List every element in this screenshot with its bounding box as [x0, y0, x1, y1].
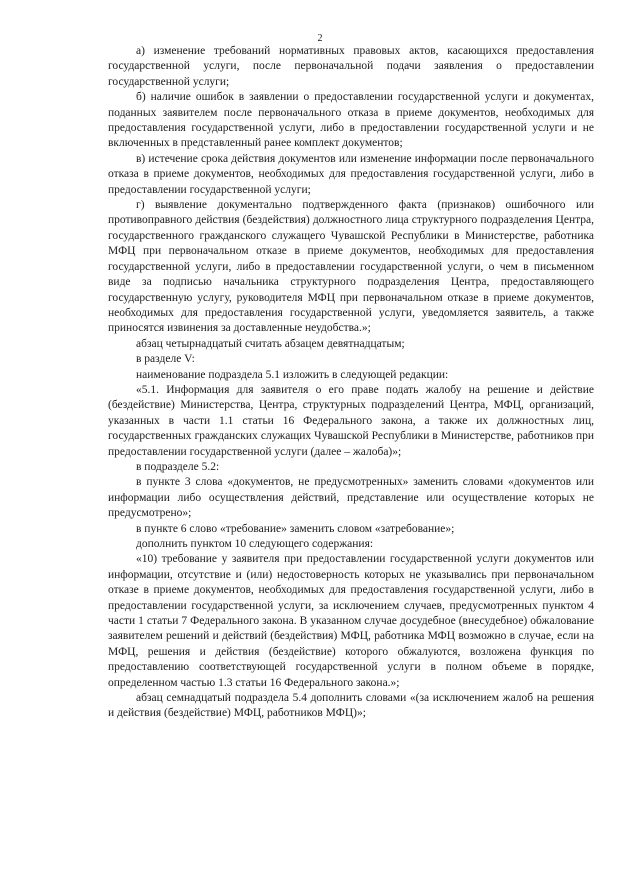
paragraph-renumber: абзац четырнадцатый считать абзацем девятнадцатым; — [136, 337, 405, 350]
paragraph-subsection-5-1-text: «5.1. Информация для заявителя о его праве подать жалобу на решение и действие (бездействие) Министерства, Центра, структурных подразделений Центра, МФЦ, организаций, указанных в части 1.1 статьи 16 Федерального закона, а также их должностных лиц, государственных гражданских служащих Чувашской Республики в Министерстве, работников при предоставлении государственной услуги (далее – жалоба)»; — [108, 383, 594, 458]
paragraph-item-a: а) изменение требований нормативных правовых актов, касающихся предоставления государственной услуги, после первоначальной подачи заявления о предоставлении государственной услуги; — [108, 45, 594, 88]
paragraph-add-point-10: дополнить пунктом 10 следующего содержания: — [136, 538, 374, 550]
page-number: 2 — [317, 33, 323, 44]
paragraph-point-6: в пункте 6 слово «требование» заменить словом «затребование»; — [136, 522, 455, 535]
paragraph-section-v: в разделе V: — [136, 353, 195, 366]
document-body — [108, 44, 594, 722]
paragraph-item-v: в) истечение срока действия документов или изменение информации после первоначального отказа в приеме документов, необходимых для предоставления государственной услуги, либо в предоставлении государственной услуги; — [108, 152, 594, 196]
paragraph-point-3: в пункте 3 слова «документов, не предусмотренных» заменить словами «документов или информации либо осуществления действий, представление или осуществление которых не предусмотрено»; — [108, 476, 594, 520]
paragraph-subsection-5-4: абзац семнадцатый подраздела 5.4 дополнить словами «(за исключением жалоб на решения и действия (бездействие) МФЦ, работников МФЦ)»; — [108, 692, 594, 720]
paragraph-subsection-5-1-title: наименование подраздела 5.1 изложить в следующей редакции: — [136, 368, 449, 381]
paragraph-item-g: г) выявление документально подтвержденного факта (признаков) ошибочного или противоправного действия (бездействия) должностного лица структурного подразделения Центра, государственного гражданского служащего Чувашской Республики в Министерстве, работника МФЦ при первоначальном отказе в приеме документов, необходимых для предоставления государственной услуги, либо в предоставлении государственной услуги, о чем в письменном виде за подписью начальника структурного подразделения Центра, предоставляющего государственную услугу, руководителя МФЦ при первоначальном отказе в приеме документов, необходимых для предоставления государственной услуги, уведомляется заявитель, а также приносятся извинения за доставленные неудобства.»; — [108, 199, 594, 335]
paragraph-subsection-5-2: в подразделе 5.2: — [136, 460, 220, 473]
paragraph-item-b: б) наличие ошибок в заявлении о предоставлении государственной услуги и документах, поданных заявителем после первоначального отказа в приеме документов, необходимых для предоставления государственной услуги, либо в предоставлении государственной услуги и не включенных в представленный ранее комплект документов; — [108, 91, 594, 150]
paragraph-point-10-text: «10) требование у заявителя при предоставлении государственной услуги документов или информации, отсутствие и (или) недостоверность которых не указывались при первоначальном отказе в приеме документов, необходимых для предоставления государственной услуги, либо в предоставлении государственной услуги, за исключением случаев, предусмотренных пунктом 4 части 1 статьи 7 Федерального закона. В указанном случае досудебное (внесудебное) обжалование заявителем решений и действий (бездействия) МФЦ, работника МФЦ возможно в случае, если на МФЦ, решения и действия (бездействие) которого обжалуются, возложена функция по предоставлению соответствующей государственной услуги в полном объеме в порядке, определенном частью 1.3 статьи 16 Федерального закона.»; — [108, 553, 594, 689]
